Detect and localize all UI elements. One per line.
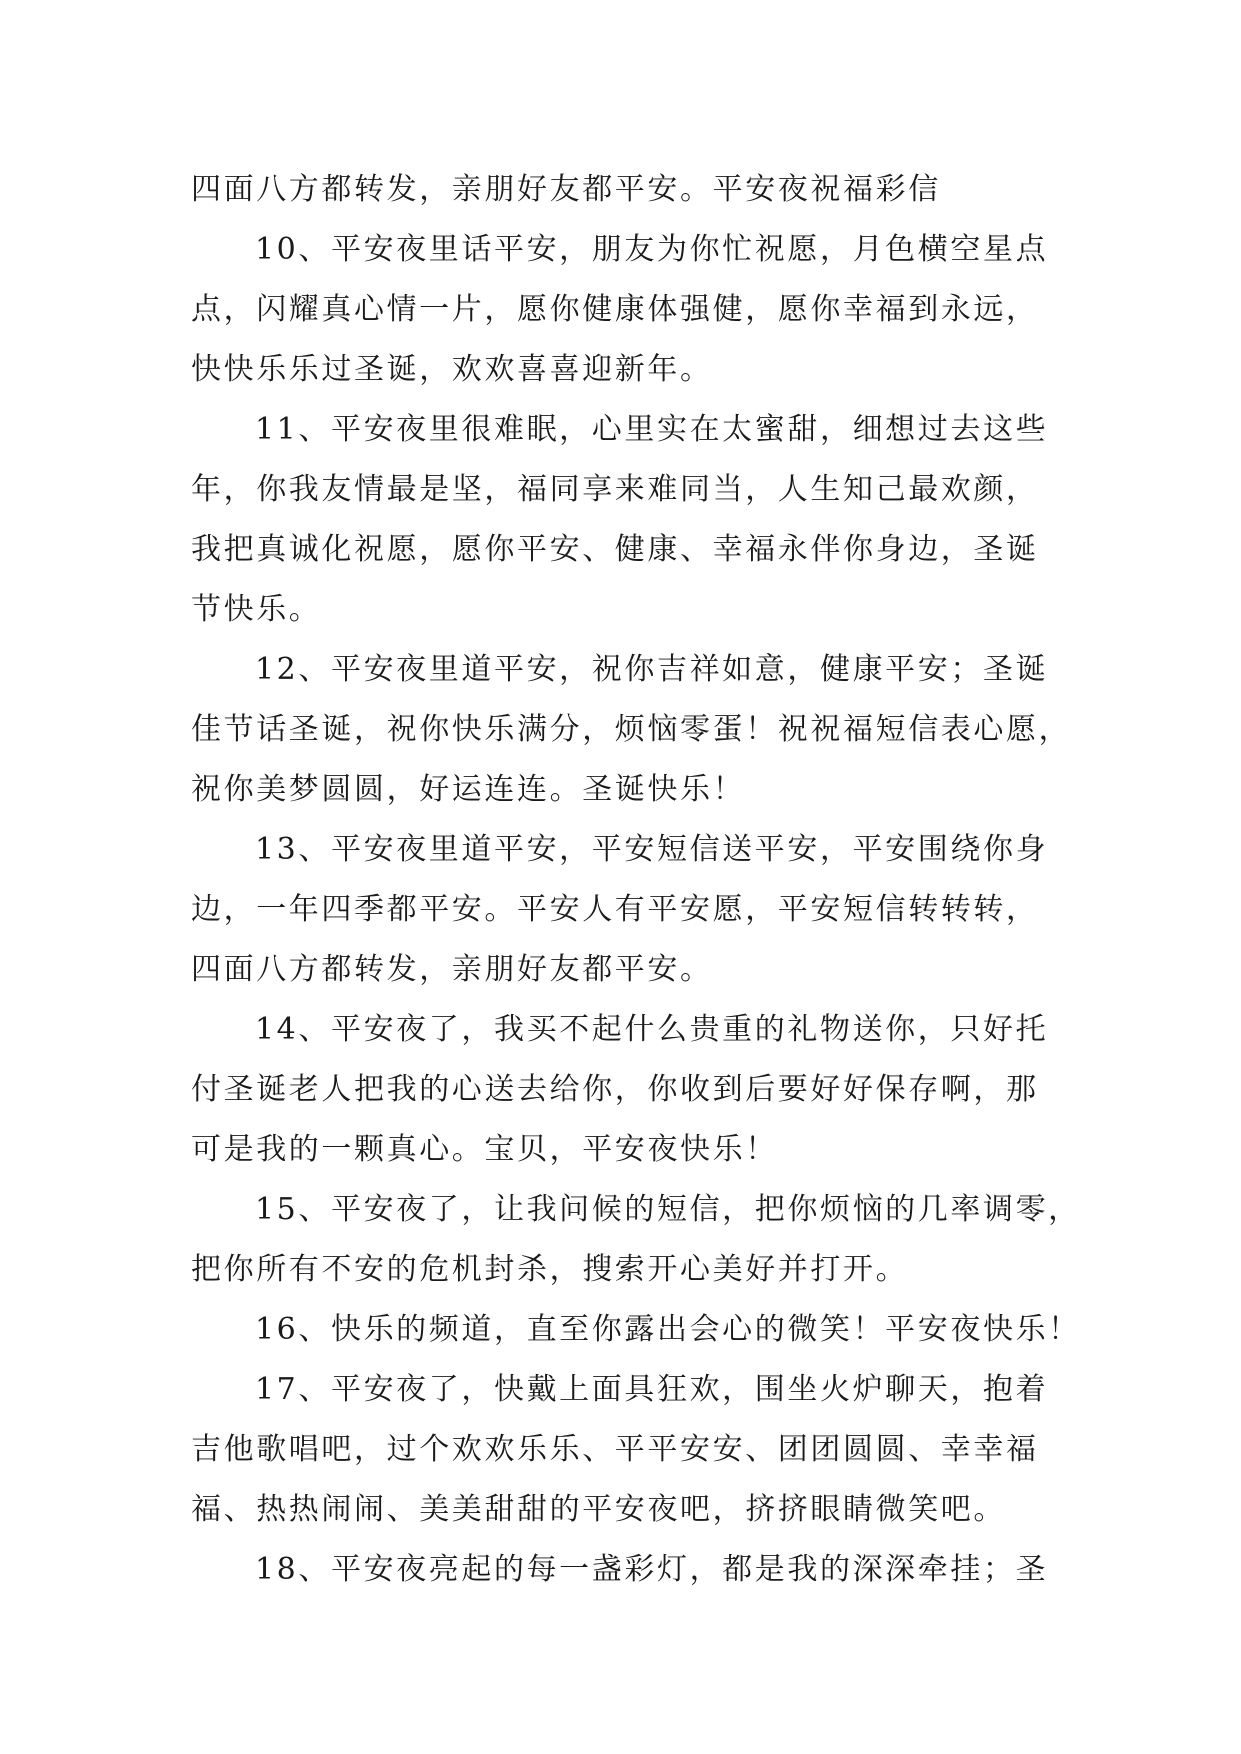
- text-line: 四面八方都转发，亲朋好友都平安。: [191, 952, 713, 987]
- text-line: 把你所有不安的危机封杀，搜索开心美好并打开。: [191, 1252, 909, 1287]
- text-line: 福、热热闹闹、美美甜甜的平安夜吧，挤挤眼睛微笑吧。: [191, 1492, 1006, 1527]
- text-line: 我把真诚化祝愿，愿你平安、健康、幸福永伴你身边，圣诞: [191, 532, 1039, 567]
- text-line: 14、平安夜了，我买不起什么贵重的礼物送你，只好托: [255, 1012, 1049, 1047]
- text-line: 佳节话圣诞，祝你快乐满分，烦恼零蛋！祝祝福短信表心愿，: [191, 712, 1072, 747]
- text-line: 点，闪耀真心情一片，愿你健康体强健，愿你幸福到永远，: [191, 292, 1039, 327]
- text-line: 四面八方都转发，亲朋好友都平安。平安夜祝福彩信: [191, 172, 941, 207]
- text-line: 16、快乐的频道，直至你露出会心的微笑！平安夜快乐！: [255, 1312, 1081, 1347]
- text-line: 可是我的一颗真心。宝贝，平安夜快乐！: [191, 1132, 778, 1167]
- text-line: 祝你美梦圆圆，好运连连。圣诞快乐！: [191, 772, 746, 807]
- text-line: 17、平安夜了，快戴上面具狂欢，围坐火炉聊天，抱着: [255, 1372, 1049, 1407]
- text-line: 吉他歌唱吧，过个欢欢乐乐、平平安安、团团圆圆、幸幸福: [191, 1432, 1039, 1467]
- text-line: 年，你我友情最是坚，福同享来难同当，人生知己最欢颜，: [191, 472, 1039, 507]
- text-line: 13、平安夜里道平安，平安短信送平安，平安围绕你身: [255, 832, 1049, 867]
- text-line: 18、平安夜亮起的每一盏彩灯，都是我的深深牵挂；圣: [255, 1552, 1049, 1587]
- text-line: 10、平安夜里话平安，朋友为你忙祝愿，月色横空星点: [255, 232, 1049, 267]
- text-line: 快快乐乐过圣诞，欢欢喜喜迎新年。: [191, 352, 713, 387]
- text-line: 11、平安夜里很难眠，心里实在太蜜甜，细想过去这些: [255, 412, 1049, 447]
- text-line: 边，一年四季都平安。平安人有平安愿，平安短信转转转，: [191, 892, 1039, 927]
- text-line: 付圣诞老人把我的心送去给你，你收到后要好好保存啊，那: [191, 1072, 1039, 1107]
- text-line: 12、平安夜里道平安，祝你吉祥如意，健康平安；圣诞: [255, 652, 1049, 687]
- document-body: [191, 160, 1081, 1600]
- text-line: 节快乐。: [191, 592, 322, 627]
- text-line: 15、平安夜了，让我问候的短信，把你烦恼的几率调零，: [255, 1192, 1081, 1227]
